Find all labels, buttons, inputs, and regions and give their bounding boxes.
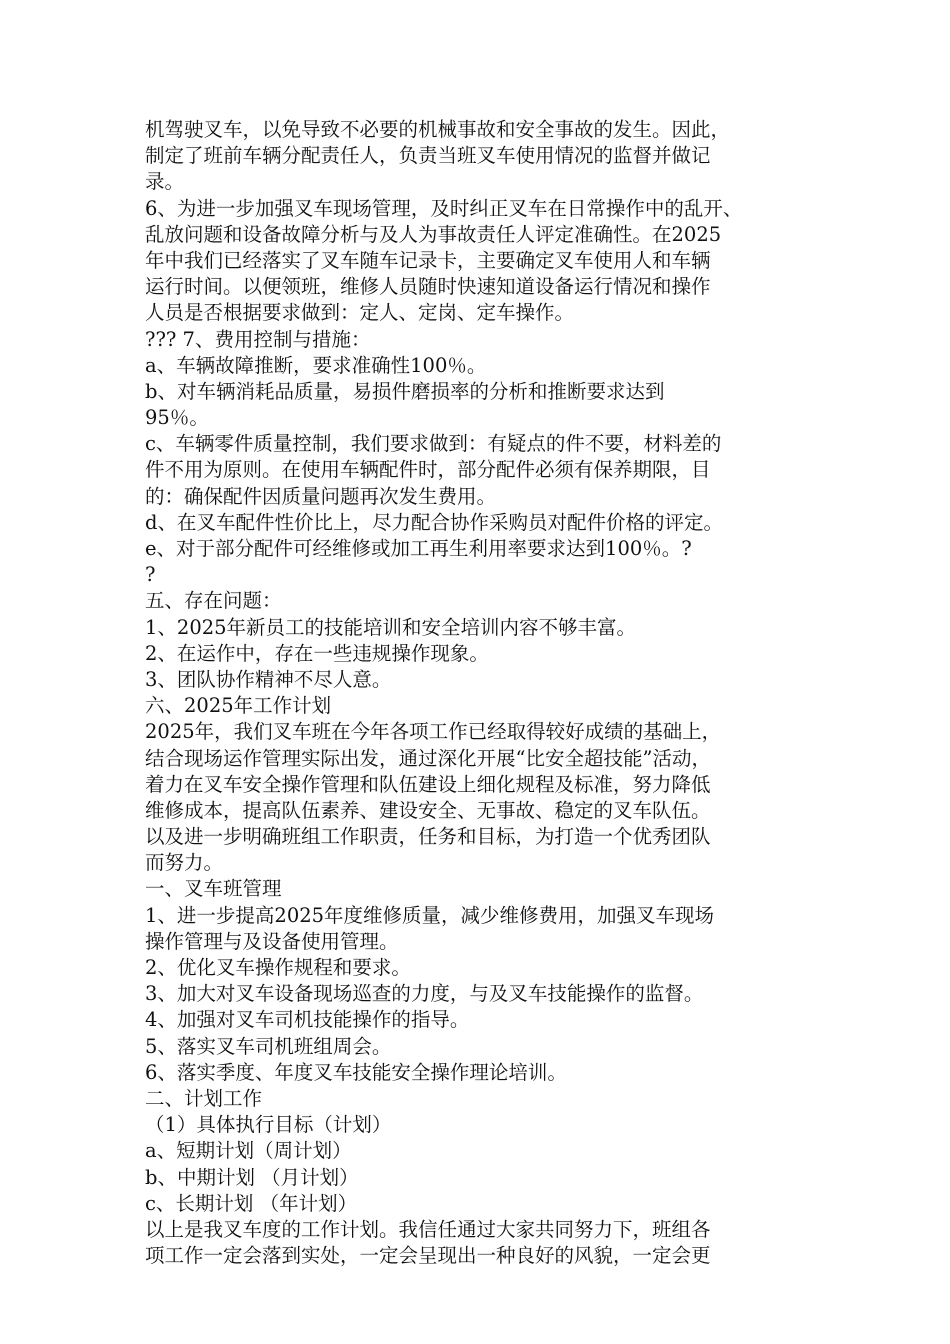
text-line: 人员是否根据要求做到：定人、定岗、定车操作。 <box>145 301 575 325</box>
text-line: 2、优化叉车操作规程和要求。 <box>145 956 411 979</box>
text-line: 维修成本，提高队伍素养、建设安全、无事故、稳定的叉车队伍。 <box>145 798 711 822</box>
text-line: 3、加大对叉车设备现场巡查的力度，与及叉车技能操作的监督。 <box>145 982 704 1006</box>
text-line: 6、落实季度、年度叉车技能安全操作理论培训。 <box>145 1060 567 1084</box>
text-line: 项工作一定会落到实处，一定会呈现出一种良好的风貌，一定会更 <box>145 1244 711 1268</box>
text-line: 乱放问题和设备故障分析与及人为事故责任人评定准确性。在2025 <box>145 222 722 246</box>
text-line: 2025年，我们叉车班在今年各项工作已经取得较好成绩的基础上， <box>145 720 722 744</box>
text-line: c、长期计划 （年计划） <box>145 1191 358 1215</box>
text-line: 4、加强对叉车司机技能操作的指导。 <box>145 1008 470 1032</box>
section-heading: 六、2025年工作计划 <box>145 694 332 718</box>
text-line: 1、进一步提高2025年度维修质量，减少维修费用，加强叉车现场 <box>145 903 715 927</box>
text-line: 运行时间。以便领班，维修人员随时快速知道设备运行情况和操作 <box>145 275 711 299</box>
text-line: a、短期计划（周计划） <box>145 1139 352 1163</box>
text-line: 2、在运作中，存在一些违规操作现象。 <box>145 641 489 665</box>
text-line: 的：确保配件因质量问题再次发生费用。 <box>145 484 497 508</box>
text-line: 机驾驶叉车，以免导致不必要的机械事故和安全事故的发生。因此， <box>145 118 731 141</box>
text-line: 1、2025年新员工的技能培训和安全培训内容不够丰富。 <box>145 615 637 639</box>
text-line: e、对于部分配件可经维修或加工再生利用率要求达到100％。? <box>145 537 692 560</box>
text-line: （1）具体执行目标（计划） <box>145 1113 392 1137</box>
text-line: 制定了班前车辆分配责任人，负责当班叉车使用情况的监督并做记 <box>145 144 711 168</box>
document-body <box>145 117 825 1269</box>
text-line: 结合现场运作管理实际出发，通过深化开展“比安全超技能”活动， <box>145 746 711 770</box>
text-line: b、对车辆消耗品质量，易损件磨损率的分析和推断要求达到 <box>145 379 665 403</box>
text-line: 操作管理与及设备使用管理。 <box>145 929 399 953</box>
text-line: 5、落实叉车司机班组周会。 <box>145 1034 392 1058</box>
text-line: ? <box>145 563 156 587</box>
text-line: d、在叉车配件性价比上，尽力配合协作采购员对配件价格的评定。 <box>145 510 723 534</box>
text-line: ??? 7、费用控制与措施： <box>145 327 371 351</box>
text-line: 而努力。 <box>145 851 224 875</box>
text-line: 以及进一步明确班组工作职责，任务和目标，为打造一个优秀团队 <box>145 825 711 849</box>
text-line: 3、团队协作精神不尽人意。 <box>145 667 392 691</box>
text-line: 6、为进一步加强叉车现场管理，及时纠正叉车在日常操作中的乱开、 <box>145 196 743 220</box>
section-heading: 一、叉车班管理 <box>145 877 282 901</box>
section-heading: 五、存在问题： <box>145 589 282 613</box>
text-line: c、车辆零件质量控制，我们要求做到：有疑点的件不要，材料差的 <box>145 432 722 456</box>
text-line: a、车辆故障推断，要求准确性100％。 <box>145 353 487 377</box>
text-line: 以上是我叉车度的工作计划。我信任通过大家共同努力下，班组各 <box>145 1217 711 1241</box>
section-heading: 二、计划工作 <box>145 1086 263 1110</box>
text-line: 件不用为原则。在使用车辆配件时，部分配件必须有保养期限，目 <box>145 458 711 482</box>
text-line: 95％。 <box>145 406 209 430</box>
text-line: 着力在叉车安全操作管理和队伍建设上细化规程及标准，努力降低 <box>145 772 711 796</box>
text-line: b、中期计划 （月计划） <box>145 1165 359 1189</box>
text-line: 年中我们已经落实了叉车随车记录卡，主要确定叉车使用人和车辆 <box>145 248 711 272</box>
text-line: 录。 <box>145 170 185 194</box>
